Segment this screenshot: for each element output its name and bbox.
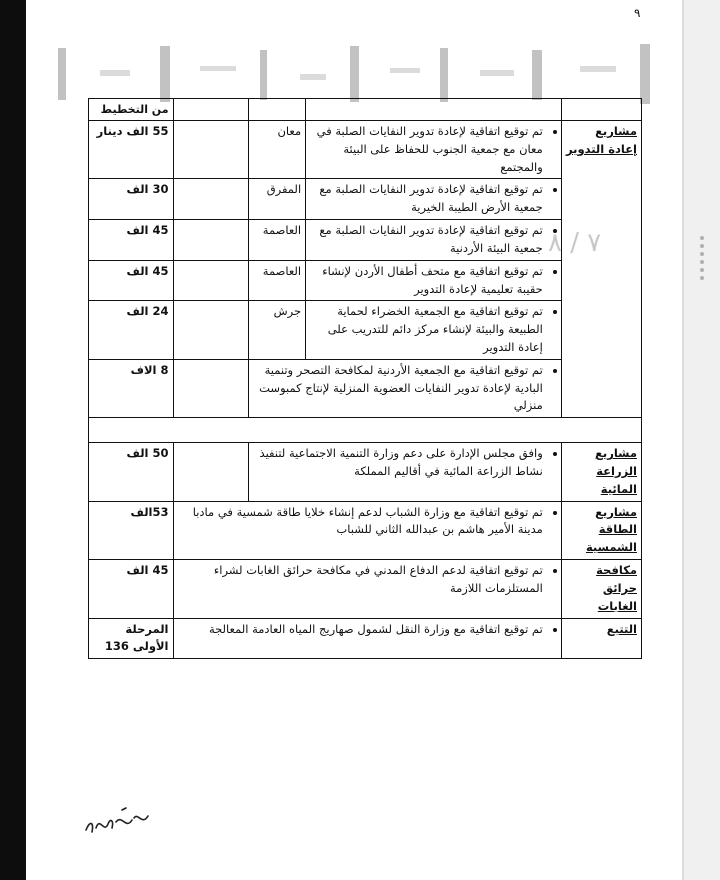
amount-cell: 45 الف xyxy=(89,220,174,261)
amount-cell: 30 الف xyxy=(89,179,174,220)
page-number-watermark: ٧ / ٨ xyxy=(548,228,602,258)
location-cell: معان xyxy=(249,121,306,179)
category-cell: مكافحة حرائق الغابات xyxy=(561,560,641,618)
category-cell: مشاريع الطاقة الشمسية xyxy=(561,501,641,559)
location-cell: جرش xyxy=(249,301,306,359)
separator-cell xyxy=(89,418,642,443)
location-cell: العاصمة xyxy=(249,260,306,301)
description-text: • تم توقيع اتفاقية لإعادة تدوير النفايات الصلبة مع جمعية الأرض الطيبة الخيرية xyxy=(310,181,543,217)
description-text: • تم توقيع اتفاقية مع وزارة النقل لشمول صهاريج المياه العادمة المعالجة xyxy=(178,621,543,639)
table-header-row xyxy=(89,99,642,121)
description-text: • تم توقيع اتفاقية مع وزارة الشباب لدعم إنشاء خلايا طاقة شمسية في مادبا مدينة الأمير هاشم بن عبدالله الثاني للشباب xyxy=(178,504,543,540)
blank-cell xyxy=(173,179,249,220)
table-row xyxy=(89,618,642,659)
description-text: • تم توقيع اتفاقية لدعم الدفاع المدني في مكافحة حرائق الغابات لشراء المستلزمات اللازمة xyxy=(178,562,543,598)
description-cell xyxy=(306,121,562,179)
description-text: • تم توقيع اتفاقية لإعادة تدوير النفايات الصلبة مع جمعية البيئة الأردنية xyxy=(310,222,543,258)
description-cell xyxy=(306,220,562,261)
description-cell xyxy=(173,501,561,559)
amount-cell: المرحلة الأولى 136 xyxy=(89,618,174,659)
header-amount: من التخطيط xyxy=(89,99,174,121)
category-cell: التتبع xyxy=(561,618,641,659)
projects-table xyxy=(88,98,642,659)
scan-right-edge xyxy=(684,0,720,880)
header-location xyxy=(249,99,306,121)
amount-cell: 45 الف xyxy=(89,260,174,301)
blank-cell xyxy=(173,260,249,301)
scan-left-edge xyxy=(0,0,26,880)
header-description xyxy=(306,99,562,121)
blank-cell xyxy=(173,301,249,359)
separator-row xyxy=(89,418,642,443)
table-row xyxy=(89,443,642,501)
handwritten-signature xyxy=(82,800,152,840)
amount-cell: 53الف xyxy=(89,501,174,559)
category-cell: مشاريع إعادة التدوير xyxy=(561,121,641,418)
table-row xyxy=(89,560,642,618)
drag-handle-icon[interactable] xyxy=(697,234,715,264)
amount-cell: 55 الف دينار xyxy=(89,121,174,179)
category-cell: مشاريع الزراعة المائية xyxy=(561,443,641,501)
amount-cell: 50 الف xyxy=(89,443,174,501)
table-row xyxy=(89,121,642,179)
description-cell xyxy=(173,618,561,659)
amount-cell: 24 الف xyxy=(89,301,174,359)
location-cell: المفرق xyxy=(249,179,306,220)
blank-cell xyxy=(173,443,249,501)
table-row xyxy=(89,220,642,261)
amount-cell: 45 الف xyxy=(89,560,174,618)
blank-cell xyxy=(173,121,249,179)
description-cell xyxy=(173,560,561,618)
amount-cell: 8 الاف xyxy=(89,359,174,417)
description-cell xyxy=(249,443,561,501)
table-row xyxy=(89,179,642,220)
description-text: • وافق مجلس الإدارة على دعم وزارة التنمية الاجتماعية لتنفيذ نشاط الزراعة المائية في أقاليم المملكة xyxy=(253,445,542,481)
table-row xyxy=(89,301,642,359)
blank-cell xyxy=(173,359,249,417)
table-row xyxy=(89,260,642,301)
description-text: • تم توقيع اتفاقية لإعادة تدوير النفايات الصلبة في معان مع جمعية الجنوب للحفاظ على البيئة والمجتمع xyxy=(310,123,543,176)
header-category xyxy=(561,99,641,121)
description-cell xyxy=(249,359,561,417)
page-mark: ٩ xyxy=(634,6,641,20)
location-cell: العاصمة xyxy=(249,220,306,261)
table-row xyxy=(89,359,642,417)
header-blank xyxy=(173,99,249,121)
description-cell xyxy=(306,260,562,301)
description-cell xyxy=(306,301,562,359)
description-text: • تم توقيع اتفاقية مع الجمعية الخضراء لحماية الطبيعة والبيئة لإنشاء مركز دائم للتدريب على إعادة التدوير xyxy=(310,303,543,356)
description-text: • تم توقيع اتفاقية مع الجمعية الأردنية لمكافحة التصحر وتنمية البادية لإعادة تدوير النفايات العضوية المنزلية لإنتاج كمبوست منزلي xyxy=(253,362,542,415)
table-row xyxy=(89,501,642,559)
description-text: • تم توقيع اتفاقية مع متحف أطفال الأردن لإنشاء حقيبة تعليمية لإعادة التدوير xyxy=(310,263,543,299)
description-cell xyxy=(306,179,562,220)
blank-cell xyxy=(173,220,249,261)
